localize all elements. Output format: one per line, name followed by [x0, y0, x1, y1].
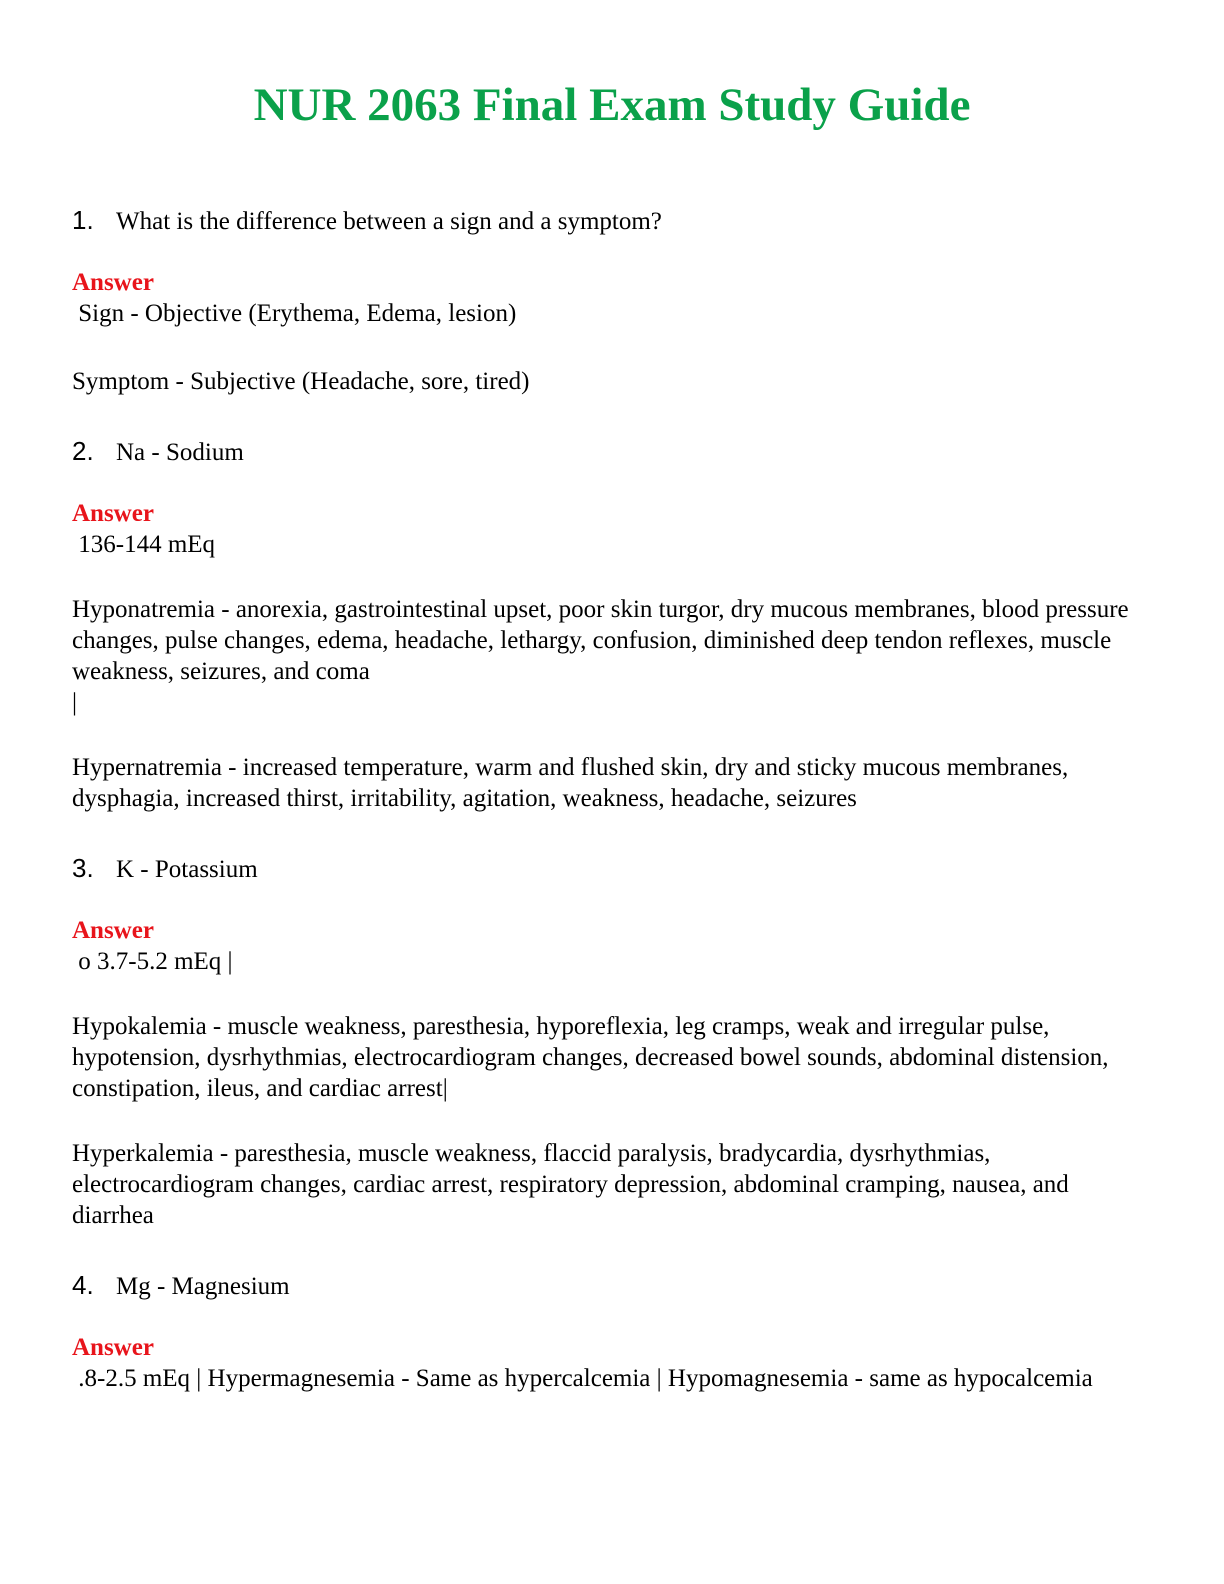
answer-paragraph: Hypokalemia - muscle weakness, paresthesia, hyporeflexia, leg cramps, weak and irregular pulse, hypotension, dysrhythmias, electrocardiogram changes, decreased bowel sounds, abdominal distension, constipation, ileus, and cardiac arrest|	[72, 1013, 1115, 1102]
answer-paragraph: o 3.7-5.2 mEq |	[72, 948, 233, 975]
question-text: Na - Sodium	[116, 439, 244, 466]
answer-paragraph: .8-2.5 mEq | Hypermagnesemia - Same as hypercalcemia | Hypomagnesemia - same as hypocalcemia	[72, 1365, 1093, 1392]
question-section	[72, 434, 1132, 814]
answer-paragraph: Hypernatremia - increased temperature, warm and flushed skin, dry and sticky mucous membranes, dysphagia, increased thirst, irritability, agitation, weakness, headache, seizures	[72, 754, 1075, 812]
study-guide-content	[72, 203, 1132, 1394]
answer-label: Answer	[72, 269, 154, 296]
answer-paragraph: Symptom - Subjective (Headache, sore, tired)	[72, 368, 530, 395]
question-heading	[72, 434, 1132, 468]
question-number: 2.	[72, 436, 94, 466]
answer-paragraph: Sign - Objective (Erythema, Edema, lesion)	[72, 300, 517, 327]
answer-paragraph: Hyperkalemia - paresthesia, muscle weakness, flaccid paralysis, bradycardia, dysrhythmias, electrocardiogram changes, cardiac arrest, respiratory depression, abdominal cramping, nausea, and diarrhea	[72, 1140, 1076, 1229]
question-heading	[72, 851, 1132, 885]
question-section	[72, 851, 1132, 1231]
question-section	[72, 1268, 1132, 1394]
question-heading	[72, 1268, 1132, 1302]
page-title: NUR 2063 Final Exam Study Guide	[253, 79, 971, 131]
question-text: Mg - Magnesium	[116, 1273, 290, 1300]
question-number: 1.	[72, 205, 94, 235]
answer-paragraph: 136-144 mEq	[72, 531, 216, 558]
answer-label: Answer	[72, 1334, 154, 1361]
answer-label: Answer	[72, 500, 154, 527]
question-heading	[72, 203, 1132, 237]
question-number: 3.	[72, 853, 94, 883]
answer-label: Answer	[72, 917, 154, 944]
question-text: K - Potassium	[116, 856, 258, 883]
question-text: What is the difference between a sign and a symptom?	[116, 208, 662, 235]
question-number: 4.	[72, 1270, 94, 1300]
question-section	[72, 203, 1132, 397]
answer-paragraph: Hyponatremia - anorexia, gastrointestinal upset, poor skin turgor, dry mucous membranes, blood pressure changes, pulse changes, edema, headache, lethargy, confusion, diminished deep tendon reflexes, muscle weakness, seizures, and coma |	[72, 596, 1129, 716]
